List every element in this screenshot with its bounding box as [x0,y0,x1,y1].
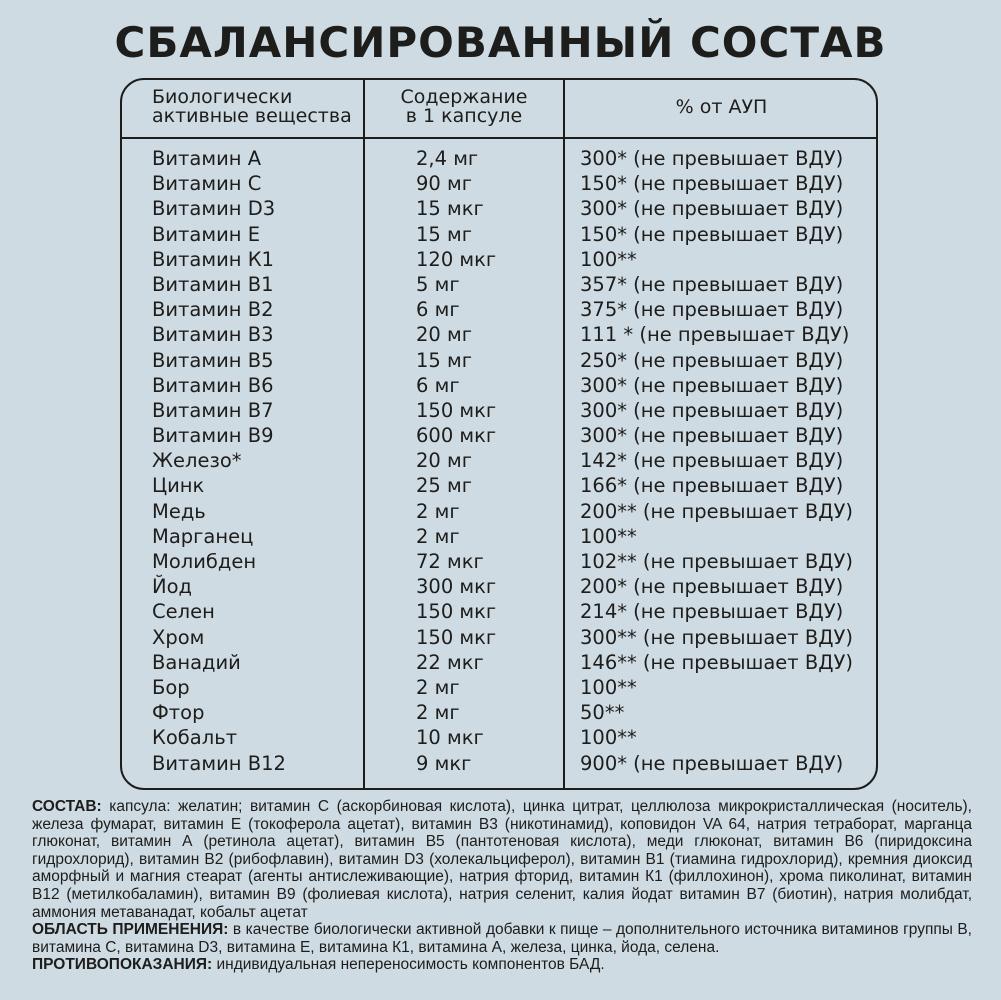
contraindications-label: ПРОТИВОПОКАЗАНИЯ: [32,956,213,974]
substance-name: Кобальт [152,726,238,750]
amount-per-capsule: 6 мг [416,373,460,397]
percent-of-aup: 142* (не превышает ВДУ) [580,449,844,473]
percent-of-aup: 300* (не превышает ВДУ) [580,424,844,448]
header-divider [122,137,876,139]
substance-name: Витамин В1 [152,272,274,296]
percent-of-aup: 150* (не превышает ВДУ) [580,222,844,246]
composition-table [120,78,878,790]
amount-per-capsule: 2 мг [416,701,460,725]
table-body [122,146,876,776]
table-row [122,423,876,448]
composition-paragraph [32,798,972,921]
percent-of-aup: 900* (не превышает ВДУ) [580,751,844,775]
table-row [122,146,876,171]
amount-per-capsule: 150 мкг [416,600,497,624]
percent-of-aup: 200** (не превышает ВДУ) [580,499,853,523]
amount-per-capsule: 600 мкг [416,424,497,448]
amount-per-capsule: 5 мг [416,272,460,296]
table-row [122,448,876,473]
percent-of-aup: 200* (не превышает ВДУ) [580,575,844,599]
percent-of-aup: 300* (не превышает ВДУ) [580,147,844,170]
substance-name: Медь [152,499,206,523]
percent-of-aup: 166* (не превышает ВДУ) [580,474,844,498]
substance-name: Марганец [152,524,254,548]
table-row [122,599,876,624]
substance-name: Бор [152,675,190,699]
substance-name: Витамин А [152,147,262,170]
header-amount [365,88,563,126]
substance-name: Витамин D3 [152,197,276,221]
amount-per-capsule: 6 мг [416,298,460,322]
percent-of-aup: 300* (не превышает ВДУ) [580,373,844,397]
substance-name: Витамин В5 [152,348,274,372]
table-row [122,499,876,524]
table-row [122,751,876,776]
table-row [122,196,876,221]
application-label: ОБЛАСТЬ ПРИМЕНЕНИЯ: [32,921,229,939]
amount-per-capsule: 20 мг [416,449,472,473]
percent-of-aup: 100** [580,524,637,548]
composition-text: капсула: желатин; витамин С (аскорбиновая кислота), цинка цитрат, целлюлоза микрокристаллическая (носитель), железа фумарат, витамин Е (токоферола ацетат), витамин В3 (никотинамид), коповидон VA 64, натрия тетраборат, марганца глюконат, витамин А (ретинола ацетат), витамин В5 (пантотеновая кислота), меди глюконат, витамин В6 (пиридоксина гидрохлорид), витамин В2 (рибофлавин), витамин D3 (холекальциферол), витамин В1 (тиамина гидрохлорид), кремния диоксид аморфный и магния стеарат (агенты антислеживающие), натрия фторид, витамин К1 (филлохинон), хрома пиколинат, витамин В12 (метилкобаламин), витамин В9 (фолиевая кислота), натрия селенит, калия йодат витамин В7 (биотин), натрия молибдат, аммония метаванадат, кобальт ацетат [32,798,972,921]
substance-name: Селен [152,600,215,624]
contraindications-paragraph [32,956,972,974]
percent-of-aup: 146** (не превышает ВДУ) [580,650,853,674]
table-row [122,348,876,373]
table-row [122,398,876,423]
percent-of-aup: 100** [580,247,637,271]
amount-per-capsule: 22 мкг [416,650,484,674]
amount-per-capsule: 2 мг [416,675,460,699]
table-row [122,322,876,347]
percent-of-aup: 100** [580,675,637,699]
amount-per-capsule: 300 мкг [416,575,497,599]
amount-per-capsule: 15 мкг [416,197,484,221]
percent-of-aup: 150* (не превышает ВДУ) [580,172,844,196]
percent-of-aup: 357* (не превышает ВДУ) [580,272,844,296]
amount-per-capsule: 90 мг [416,172,472,196]
table-row [122,675,876,700]
substance-name: Фтор [152,701,205,725]
page-title: СБАЛАНСИРОВАННЫЙ СОСТАВ [114,18,887,67]
percent-of-aup: 300* (не превышает ВДУ) [580,197,844,221]
table-row [122,625,876,650]
substance-name: Витамин В6 [152,373,274,397]
amount-per-capsule: 10 мкг [416,726,484,750]
substance-name: Витамин В9 [152,424,274,448]
amount-per-capsule: 2,4 мг [416,147,479,170]
substance-name: Витамин К1 [152,247,274,271]
table-row [122,574,876,599]
table-row [122,725,876,750]
header-substances [152,88,352,126]
amount-per-capsule: 2 мг [416,499,460,523]
substance-name: Железо* [152,449,242,473]
substance-name: Йод [152,575,192,599]
substance-name: Хром [152,625,205,649]
substance-name: Витамин В3 [152,323,274,347]
percent-of-aup: 214* (не превышает ВДУ) [580,600,844,624]
amount-per-capsule: 120 мкг [416,247,497,271]
percent-of-aup: 375* (не превышает ВДУ) [580,298,844,322]
header-substances-line1: Биологически [152,86,293,108]
table-row [122,524,876,549]
table-row [122,473,876,498]
percent-of-aup: 102** (не превышает ВДУ) [580,550,853,573]
amount-per-capsule: 25 мг [416,474,472,498]
application-paragraph [32,921,972,956]
amount-per-capsule: 2 мг [416,524,460,548]
percent-of-aup: 111 * (не превышает ВДУ) [580,323,850,347]
substance-name: Витамин С [152,172,262,196]
table-row [122,650,876,675]
table-row [122,171,876,196]
percent-of-aup: 100** [580,726,637,750]
amount-per-capsule: 150 мкг [416,625,497,649]
header-substances-line2: активные вещества [152,105,352,127]
percent-of-aup: 250* (не превышает ВДУ) [580,348,844,372]
header-amount-line2: в 1 капсуле [405,105,523,127]
percent-of-aup: 300** (не превышает ВДУ) [580,625,853,649]
amount-per-capsule: 9 мкг [416,751,472,775]
substance-name: Ванадий [152,650,241,674]
substance-name: Молибден [152,550,257,573]
amount-per-capsule: 150 мкг [416,398,497,422]
application-text: в качестве биологически активной добавки к пище – дополнительного источника витаминов группы В, витамина С, витамина D3, витамина Е, витамина К1, витамина А, железа, цинка, йода, селена. [32,921,972,956]
table-row [122,272,876,297]
table-row [122,222,876,247]
table-row [122,373,876,398]
header-percent: % от АУП [675,96,768,118]
amount-per-capsule: 15 мг [416,222,472,246]
composition-label: СОСТАВ: [32,798,102,815]
percent-of-aup: 50** [580,701,625,725]
table-row [122,549,876,574]
substance-name: Витамин В7 [152,398,274,422]
table-row [122,247,876,272]
amount-per-capsule: 72 мкг [416,550,484,573]
amount-per-capsule: 15 мг [416,348,472,372]
percent-of-aup: 300* (не превышает ВДУ) [580,398,844,422]
contraindications-text: индивидуальная непереносимость компонентов БАД. [212,956,605,974]
substance-name: Витамин В12 [152,751,286,775]
header-amount-line1: Содержание [400,86,528,108]
substance-name: Цинк [152,474,205,498]
substance-name: Витамин В2 [152,298,274,322]
footer-text [32,798,972,974]
table-row [122,297,876,322]
substance-name: Витамин Е [152,222,261,246]
table-row [122,700,876,725]
amount-per-capsule: 20 мг [416,323,472,347]
